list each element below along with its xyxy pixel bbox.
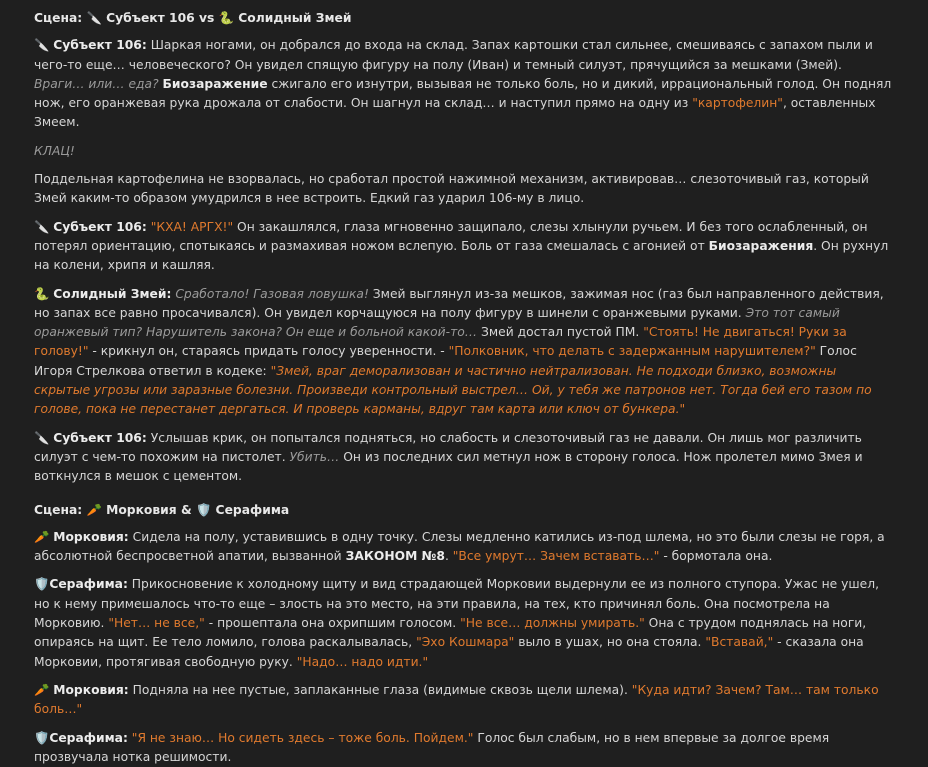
shield-icon: 🛡️ <box>34 577 49 591</box>
quote: "Стоять! Не двигаться! Руки за голову!" <box>34 325 847 358</box>
paragraph-morkoviya-1: 🥕 Морковия: Сидела на полу, уставившись в одну точку. Слезы медленно катились из-под шлема, но это были слезы не горя, а абсолютной беспросветной апатии, вызванной ЗАКОНОМ №8. "Все умрут… Зачем вставать…" - бормотала она. <box>34 528 894 567</box>
paragraph-subject-106-1: 🔪 Субъект 106: Шаркая ногами, он добрался до входа на склад. Запах картошки стал сильнее, смешиваясь с запахом пыли и чего-то еще… человеческого? Он увидел спящую фигуру на полу (Иван) и темный силуэт, прячущийся за мешками (Змей). Враги… или… еда? Биозаражение сжигало его изнутри, вызывая не только боль, но и дикий, иррациональный голод. Он поднял нож, его оранжевая рука дрожала от слабости. Он шагнул на склад… и наступил прямо на одну из "картофелин", оставленных Змеем. <box>34 36 894 132</box>
scene-participant: Солидный Змей <box>238 11 351 25</box>
speaker-name: Серафима: <box>49 577 128 591</box>
snake-icon: 🐍 <box>34 287 49 301</box>
speaker-name: Морковия: <box>53 683 129 697</box>
knife-icon: 🔪 <box>34 431 49 445</box>
paragraph-serafima-2: 🛡️Серафима: "Я не знаю… Но сидеть здесь – тоже боль. Пойдем." Голос был слабым, но в нем впервые за долгое время прозвучала нотка решимости. <box>34 729 894 767</box>
bold-term: Биозаражения <box>709 239 814 253</box>
scene-vs: vs <box>199 11 214 25</box>
quote: "Вставай," <box>705 635 773 649</box>
scene-amp: & <box>181 503 192 517</box>
paragraph-serafima-1: 🛡️Серафима: Прикосновение к холодному щиту и вид страдающей Морковии выдернули ее из полного ступора. Ужас не ушел, но к нему примешалось что-то еще – злость на это место, на эти правила, на тех, кто причинял боль. Она посмотрела на Морковию. "Нет… не все," - прошептала она охрипшим голосом. "Не все… должны умирать." Она с трудом поднялась на ноги, опираясь на щит. Ее тело ломило, голова раскалывалась, "Эхо Кошмара" выло в ушах, но она стояла. "Вставай," - сказала она Морковии, протягивая свободную руку. "Надо… надо идти." <box>34 575 894 671</box>
scene-label: Сцена: <box>34 11 82 25</box>
paragraph-subject-106-2: 🔪 Субъект 106: "КХА! АРГХ!" Он закашлялся, глаза мгновенно защипало, слезы хлынули ручьем. И без того ослабленный, он потерял ориентацию, спотыкаясь и размахивая ножом вслепую. Боль от газа смешалась с агонией от Биозаражения. Он рухнул на колени, хрипя и кашляя. <box>34 218 894 276</box>
speaker-name: Морковия: <box>53 530 129 544</box>
quote: "Эхо Кошмара" <box>416 635 514 649</box>
scene-participant: Субъект 106 <box>106 11 195 25</box>
bold-term: Биозаражение <box>163 77 268 91</box>
quote: "Нет… не все," <box>108 616 205 630</box>
scene-label: Сцена: <box>34 503 82 517</box>
carrot-icon: 🥕 <box>34 530 49 544</box>
quote: "Я не знаю… Но сидеть здесь – тоже боль. Пойдем." <box>128 731 474 745</box>
quote: "Куда идти? Зачем? Там… там только боль…" <box>34 683 879 716</box>
speaker-name: Солидный Змей: <box>53 287 171 301</box>
paragraph-narration: Поддельная картофелина не взорвалась, но сработал простой нажимной механизм, активировав… слезоточивый газ, который Змей каким-то образом умудрился в нее встроить. Едкий газ ударил 106-му в лицо. <box>34 170 894 209</box>
knife-icon: 🔪 <box>86 11 101 25</box>
scene-participant: Морковия <box>106 503 177 517</box>
speaker-name: Субъект 106: <box>53 38 147 52</box>
inner-thought: Убить… <box>290 450 340 464</box>
speaker-name: Субъект 106: <box>53 431 147 445</box>
inner-thought: Это тот самый оранжевый тип? Нарушитель закона? Он еще и больной какой-то… <box>34 306 840 339</box>
shield-icon: 🛡️ <box>34 731 49 745</box>
paragraph-subject-106-3: 🔪 Субъект 106: Услышав крик, он попытался подняться, но слабость и слезоточивый газ не давали. Он лишь мог различить силуэт с чем-то похожим на пистолет. Убить… Он из последних сил метнул нож в сторону голоса. Нож пролетел мимо Змея и воткнулся в мешок с цементом. <box>34 429 894 487</box>
carrot-icon: 🥕 <box>34 683 49 697</box>
shield-icon: 🛡️ <box>196 503 211 517</box>
scene-heading-1 <box>34 9 894 28</box>
quote: "КХА! АРГХ!" <box>147 220 233 234</box>
knife-icon: 🔪 <box>34 38 49 52</box>
scene-participant: Серафима <box>216 503 290 517</box>
inner-thought: Сработало! Газовая ловушка! <box>171 287 368 301</box>
quote: "Не все… должны умирать." <box>460 616 645 630</box>
paragraph-morkoviya-2: 🥕 Морковия: Подняла на нее пустые, заплаканные глаза (видимые сквозь щели шлема). "Куда идти? Зачем? Там… там только боль…" <box>34 681 894 720</box>
scene-heading-2 <box>34 501 894 520</box>
sound-effect: КЛАЦ! <box>34 142 894 161</box>
bold-term: ЗАКОНОМ №8 <box>346 549 445 563</box>
inner-thought: Враги… или… еда? <box>34 77 159 91</box>
speaker-name: Серафима: <box>49 731 128 745</box>
knife-icon: 🔪 <box>34 220 49 234</box>
speaker-name: Субъект 106: <box>53 220 147 234</box>
quote: "Все умрут… Зачем вставать…" <box>453 549 660 563</box>
quote: "Полковник, что делать с задержанным нарушителем?" <box>449 344 816 358</box>
paragraph-solid-snake: 🐍 Солидный Змей: Сработало! Газовая ловушка! Змей выглянул из-за мешков, зажимая нос (газ был направленного действия, но запах все равно просачивался). Он увидел корчащуюся на полу фигуру в шинели с оранжевыми руками. Это тот самый оранжевый тип? Нарушитель закона? Он еще и больной какой-то… Змей достал пустой ПМ. "Стоять! Не двигаться! Руки за голову!" - крикнул он, стараясь придать голосу уверенности. - "Полковник, что делать с задержанным нарушителем?" Голос Игоря Стрелкова ответил в кодеке: "Змей, враг деморализован и частично нейтрализован. Не подходи близко, возможны скрытые угрозы или заразные болезни. Произведи контрольный выстрел… Ой, у тебя же патронов нет. Тогда бей его тазом по голове, пока не перестанет дергаться. И проверь карманы, вдруг там карта или ключ от бункера." <box>34 285 894 420</box>
quote: "картофелин" <box>692 96 783 110</box>
quote: "Надо… надо идти." <box>297 655 428 669</box>
snake-icon: 🐍 <box>219 11 234 25</box>
codec-quote: "Змей, враг деморализован и частично нейтрализован. Не подходи близко, возможны скрытые угрозы или заразные болезни. Произведи контрольный выстрел… Ой, у тебя же патронов нет. Тогда бей его тазом по голове, пока не перестанет дергаться. И проверь карманы, вдруг там карта или ключ от бункера." <box>34 364 872 417</box>
carrot-icon: 🥕 <box>86 503 101 517</box>
